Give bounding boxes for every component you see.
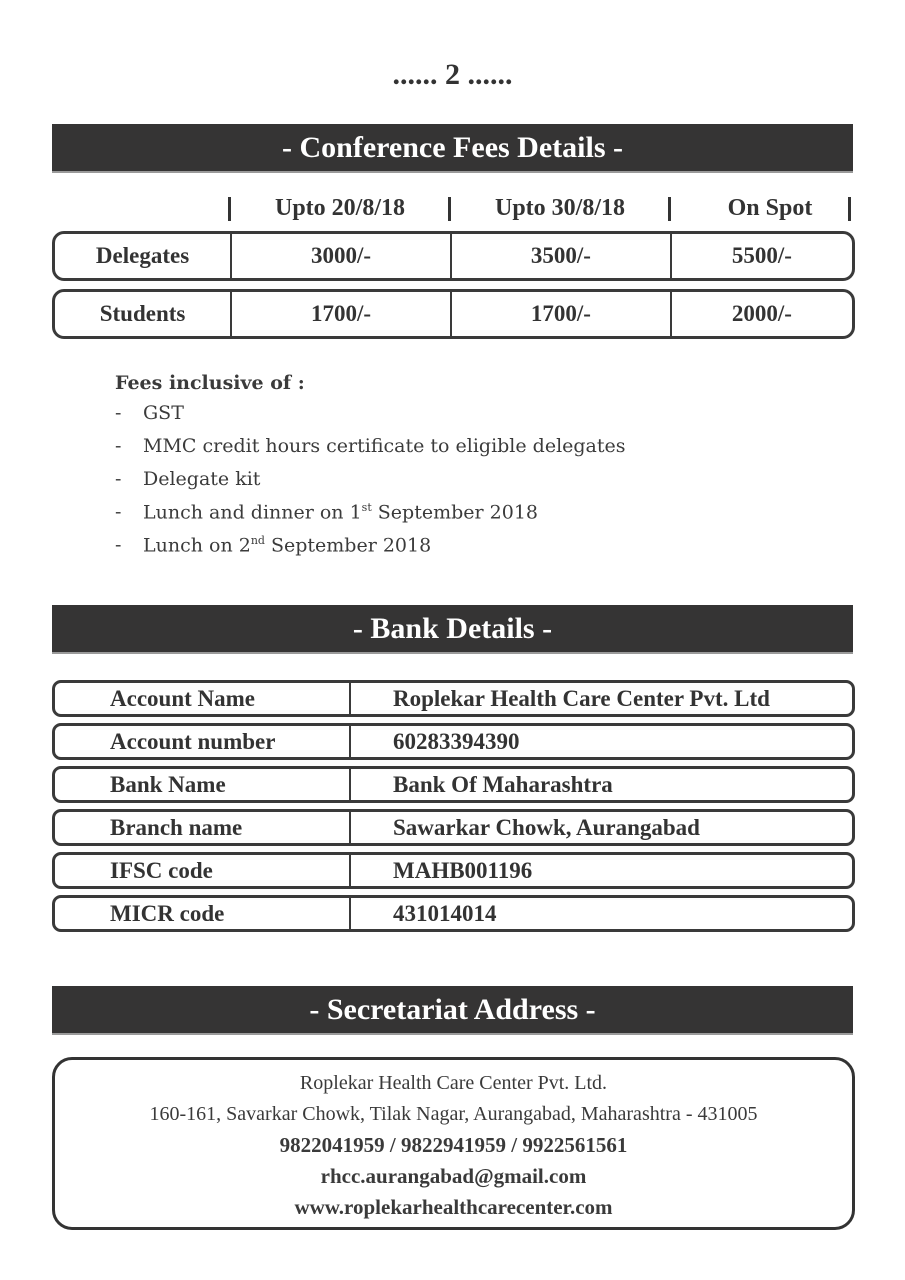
inclusion-item: - Delegate kit [115, 468, 626, 501]
bank-row [52, 809, 855, 846]
fee-row-students [52, 289, 855, 339]
fee-value: 1700/- [450, 292, 670, 336]
inclusion-text: MMC credit hours certificate to eligible delegates [143, 435, 626, 457]
column-divider [848, 197, 851, 221]
fee-value: 5500/- [670, 234, 852, 278]
bank-row [52, 680, 855, 717]
fees-section-heading: - Conference Fees Details - [52, 124, 853, 173]
bank-value: MAHB001196 [393, 857, 533, 883]
fee-column-header: Upto 20/8/18 [274, 195, 405, 221]
inclusions-title: Fees inclusive of : [115, 372, 305, 394]
bank-key: Branch name [55, 812, 351, 843]
fee-column-header: On Spot [727, 195, 813, 221]
bank-key: MICR code [55, 898, 351, 929]
fee-inclusions [115, 372, 626, 567]
fee-value: 3000/- [230, 234, 450, 278]
inclusion-text: Lunch and dinner on 1st September 2018 [143, 501, 538, 524]
bank-row [52, 766, 855, 803]
inclusion-text: Lunch on 2nd September 2018 [143, 534, 432, 557]
inclusion-text: Delegate kit [143, 468, 261, 490]
bank-value: 60283394390 [393, 728, 520, 754]
inclusion-item: - GST [115, 402, 626, 435]
inclusion-item: - Lunch on 2nd September 2018 [115, 534, 626, 567]
fee-value: 2000/- [670, 292, 852, 336]
company-name: Roplekar Health Care Center Pvt. Ltd. [299, 1072, 608, 1094]
bank-section-heading: - Bank Details - [52, 605, 853, 654]
fee-row-label: Students [99, 301, 186, 326]
bank-key: IFSC code [55, 855, 351, 886]
bank-value: 431014014 [393, 900, 497, 926]
inclusion-item: - MMC credit hours certificate to eligible delegates [115, 435, 626, 468]
fee-row-delegates [52, 231, 855, 281]
bank-row [52, 852, 855, 889]
bank-value: Bank Of Maharashtra [393, 771, 613, 797]
secretariat-section-heading: - Secretariat Address - [52, 986, 853, 1035]
fee-column-header: Upto 30/8/18 [494, 195, 625, 221]
fees-column-headers [52, 195, 853, 225]
bank-row [52, 895, 855, 932]
fee-row-label: Delegates [95, 243, 190, 268]
inclusion-item: - Lunch and dinner on 1st September 2018 [115, 501, 626, 534]
bank-value: Sawarkar Chowk, Aurangabad [393, 814, 700, 840]
phone-numbers: 9822041959 / 9822941959 / 9922561561 [279, 1133, 628, 1157]
bank-key: Bank Name [55, 769, 351, 800]
fee-value: 3500/- [450, 234, 670, 278]
bank-key: Account Name [55, 683, 351, 714]
inclusion-text: GST [143, 402, 184, 424]
email-link[interactable]: rhcc.aurangabad@gmail.com [320, 1164, 587, 1188]
website-link[interactable]: www.roplekarhealthcarecenter.com [294, 1195, 613, 1219]
fee-value: 1700/- [230, 292, 450, 336]
page-number: ...... 2 ...... [392, 58, 513, 91]
postal-address: 160-161, Savarkar Chowk, Tilak Nagar, Aurangabad, Maharashtra - 431005 [149, 1103, 758, 1125]
bank-key: Account number [55, 726, 351, 757]
secretariat-address-box [52, 1057, 855, 1230]
bank-row [52, 723, 855, 760]
bank-value: Roplekar Health Care Center Pvt. Ltd [393, 685, 770, 711]
